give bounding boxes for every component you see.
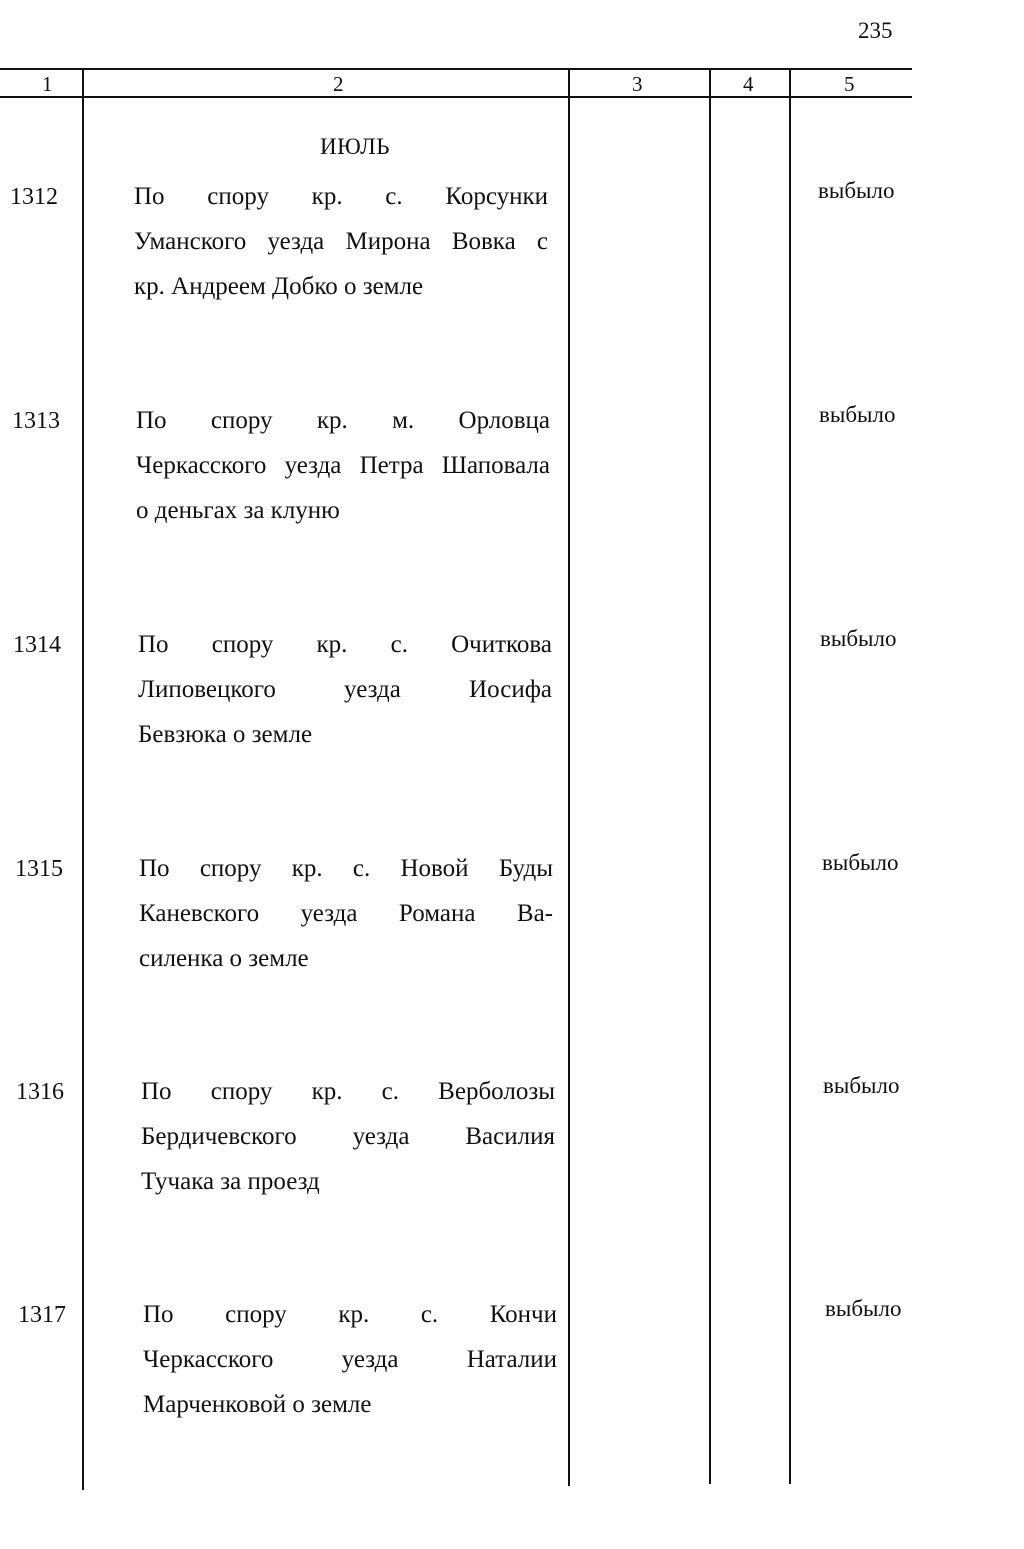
row-description [141, 1069, 555, 1204]
column-header-1: 1 [42, 72, 53, 96]
row-description [143, 1292, 557, 1427]
row-status: выбыло [825, 1296, 902, 1321]
column-header-4: 4 [743, 72, 754, 96]
description-line: По спору кр. с. Кончи [143, 1301, 557, 1328]
row-number: 1313 [12, 408, 60, 434]
column-divider-4 [789, 70, 791, 1484]
page-number: 235 [858, 18, 893, 43]
row-number: 1315 [15, 856, 63, 882]
row-status: выбыло [823, 1073, 900, 1098]
description-line: По спору кр. с. Верболозы [141, 1078, 555, 1105]
row-description [138, 622, 552, 757]
row-number: 1312 [10, 184, 58, 210]
column-header-3: 3 [632, 72, 643, 96]
column-divider-3 [709, 70, 711, 1484]
description-line: Бердичевского уезда Василия [141, 1123, 555, 1150]
column-header-2: 2 [333, 72, 344, 96]
month-heading: ИЮЛЬ [320, 134, 390, 159]
description-line: По спору кр. с. Очиткова [138, 631, 552, 658]
row-status: выбыло [822, 850, 899, 875]
row-number: 1314 [13, 632, 61, 658]
table-header-bottom-rule [0, 96, 912, 98]
description-line: о деньгах за клуню [136, 497, 340, 524]
row-description [139, 846, 553, 981]
row-status: выбыло [818, 178, 895, 203]
description-line: Каневского уезда Романа Ва- [139, 900, 553, 927]
description-line: По спору кр. с. Новой Буды [139, 855, 553, 882]
row-description [134, 174, 548, 309]
row-status: выбыло [819, 402, 896, 427]
description-line: Бевзюка о земле [138, 721, 313, 748]
description-line: кр. Андреем Добко о земле [134, 273, 424, 300]
description-line: Уманского уезда Мирона Вовка с [134, 228, 548, 255]
description-line: Липовецкого уезда Иосифа [138, 676, 552, 703]
description-line: По спору кр. м. Орловца [136, 407, 550, 434]
description-line: силенка о земле [139, 945, 309, 972]
row-number: 1317 [18, 1302, 66, 1328]
description-line: Черкасского уезда Петра Шаповала [136, 452, 550, 479]
description-line: По спору кр. с. Корсунки [134, 183, 548, 210]
column-divider-2 [568, 70, 570, 1486]
description-line: Тучака за проезд [141, 1168, 320, 1195]
column-divider-1 [82, 70, 84, 1490]
column-header-5: 5 [844, 72, 855, 96]
row-status: выбыло [820, 626, 897, 651]
row-number: 1316 [16, 1079, 64, 1105]
table-top-rule [0, 68, 912, 70]
description-line: Черкасского уезда Наталии [143, 1346, 557, 1373]
row-description [136, 398, 550, 533]
description-line: Марченковой о земле [143, 1391, 372, 1418]
